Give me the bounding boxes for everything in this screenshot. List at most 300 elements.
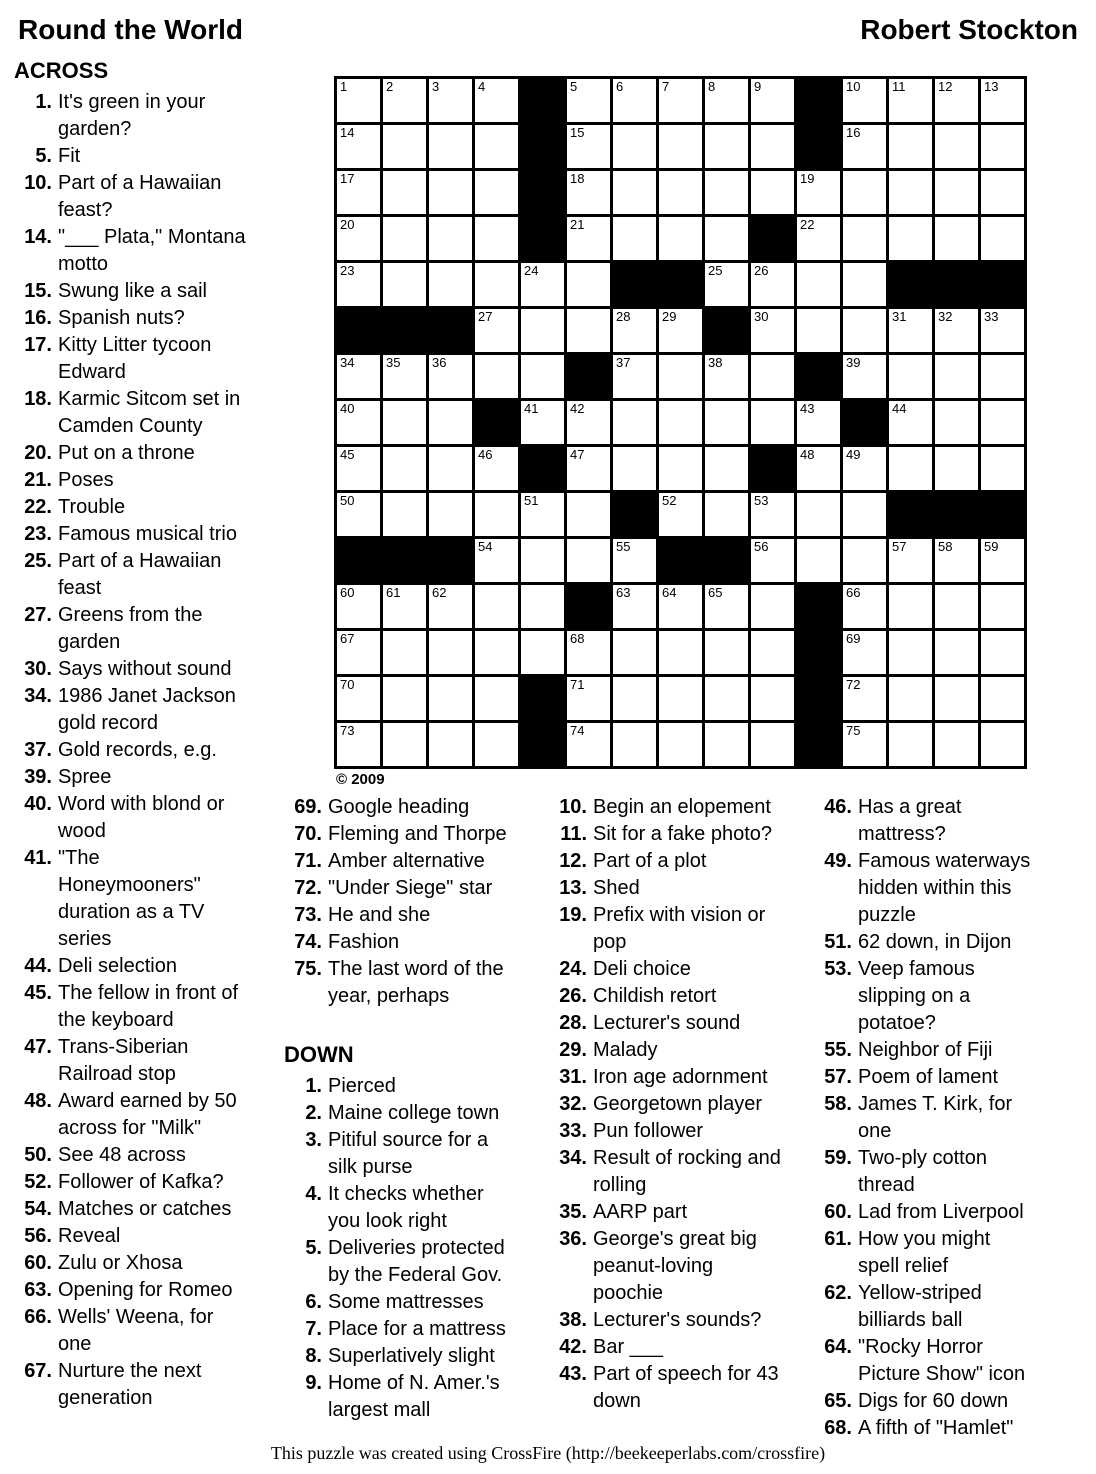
- grid-cell[interactable]: [567, 217, 610, 260]
- grid-cell[interactable]: [935, 539, 978, 582]
- cell-number: 72: [846, 677, 861, 692]
- grid-cell[interactable]: [337, 79, 380, 122]
- grid-cell[interactable]: [521, 539, 564, 582]
- clue-text: The fellow in front of the keyboard: [58, 982, 239, 1031]
- grid-cell[interactable]: [429, 631, 472, 674]
- grid-cell-black: [797, 631, 840, 674]
- grid-cell[interactable]: [751, 723, 794, 766]
- cell-number: 54: [478, 539, 493, 554]
- grid-cell[interactable]: [337, 447, 380, 490]
- clue-down-4: [284, 1181, 508, 1235]
- grid-cell[interactable]: [797, 401, 840, 444]
- grid-cell[interactable]: [567, 677, 610, 720]
- grid-cell-black: [981, 493, 1024, 536]
- clue-number: 45.: [24, 982, 52, 1004]
- grid-cell[interactable]: [935, 585, 978, 628]
- grid-cell[interactable]: [613, 631, 656, 674]
- grid-cell[interactable]: [567, 171, 610, 214]
- grid-cell[interactable]: [521, 631, 564, 674]
- grid-cell[interactable]: [659, 401, 702, 444]
- grid-cell[interactable]: [659, 631, 702, 674]
- grid-cell[interactable]: [613, 677, 656, 720]
- grid-cell-black: [521, 723, 564, 766]
- cell-number: 52: [662, 493, 677, 508]
- grid-cell[interactable]: [981, 677, 1024, 720]
- grid-cell-black: [475, 401, 518, 444]
- clue-text: Fashion: [328, 931, 400, 953]
- grid-cell[interactable]: [981, 355, 1024, 398]
- grid-cell[interactable]: [659, 677, 702, 720]
- clue-across-75: [284, 956, 508, 1010]
- grid-cell[interactable]: [843, 723, 886, 766]
- clue-number: 42.: [559, 1336, 587, 1358]
- grid-cell[interactable]: [659, 585, 702, 628]
- cell-number: 35: [386, 355, 401, 370]
- clue-text: Spree: [58, 766, 112, 788]
- grid-cell[interactable]: [337, 217, 380, 260]
- grid-cell[interactable]: [613, 309, 656, 352]
- grid-cell[interactable]: [843, 171, 886, 214]
- grid-cell[interactable]: [981, 217, 1024, 260]
- grid-cell-black: [521, 171, 564, 214]
- grid-cell[interactable]: [843, 79, 886, 122]
- grid-cell[interactable]: [935, 723, 978, 766]
- grid-cell[interactable]: [705, 79, 748, 122]
- grid-cell[interactable]: [705, 171, 748, 214]
- grid-cell[interactable]: [337, 677, 380, 720]
- grid-cell-black: [567, 585, 610, 628]
- grid-cell[interactable]: [475, 263, 518, 306]
- grid-cell[interactable]: [521, 263, 564, 306]
- clue-across-17: [14, 332, 246, 386]
- grid-cell[interactable]: [383, 401, 426, 444]
- grid-cell[interactable]: [843, 585, 886, 628]
- clue-text: Amber alternative: [328, 850, 485, 872]
- cell-number: 75: [846, 723, 861, 738]
- cell-number: 7: [662, 79, 670, 94]
- grid-cell[interactable]: [613, 217, 656, 260]
- clue-text: Place for a mattress: [328, 1318, 506, 1340]
- grid-cell[interactable]: [613, 447, 656, 490]
- grid-cell[interactable]: [843, 539, 886, 582]
- grid-cell[interactable]: [843, 263, 886, 306]
- grid-cell[interactable]: [337, 631, 380, 674]
- grid-cell[interactable]: [843, 355, 886, 398]
- clue-number: 22.: [24, 496, 52, 518]
- grid-cell[interactable]: [659, 493, 702, 536]
- grid-cell[interactable]: [659, 79, 702, 122]
- grid-cell[interactable]: [659, 723, 702, 766]
- grid-cell[interactable]: [889, 447, 932, 490]
- cell-number: 34: [340, 355, 355, 370]
- grid-cell[interactable]: [429, 677, 472, 720]
- grid-cell[interactable]: [889, 79, 932, 122]
- grid-cell[interactable]: [705, 493, 748, 536]
- down-clue-list-continued-2: [814, 794, 1033, 1442]
- grid-cell[interactable]: [751, 171, 794, 214]
- clue-number: 41.: [24, 847, 52, 869]
- clue-number: 75.: [294, 958, 322, 980]
- grid-cell[interactable]: [889, 677, 932, 720]
- grid-cell[interactable]: [429, 493, 472, 536]
- grid-cell[interactable]: [475, 309, 518, 352]
- grid-cell[interactable]: [383, 263, 426, 306]
- clue-text: James T. Kirk, for one: [858, 1093, 1013, 1142]
- grid-cell[interactable]: [475, 723, 518, 766]
- clue-text: Greens from the garden: [58, 604, 203, 653]
- grid-cell[interactable]: [705, 447, 748, 490]
- grid-cell[interactable]: [659, 447, 702, 490]
- grid-cell[interactable]: [843, 125, 886, 168]
- grid-cell[interactable]: [705, 677, 748, 720]
- clue-number: 4.: [305, 1183, 322, 1205]
- grid-cell[interactable]: [889, 355, 932, 398]
- clue-text: Two-ply cotton thread: [858, 1147, 987, 1196]
- grid-cell[interactable]: [567, 539, 610, 582]
- cell-number: 4: [478, 79, 486, 94]
- clue-across-72: [284, 875, 508, 902]
- grid-cell[interactable]: [797, 171, 840, 214]
- clue-down-31: [549, 1064, 785, 1091]
- grid-cell[interactable]: [613, 125, 656, 168]
- grid-cell[interactable]: [889, 217, 932, 260]
- grid-cell[interactable]: [751, 79, 794, 122]
- grid-cell[interactable]: [475, 447, 518, 490]
- grid-cell[interactable]: [889, 401, 932, 444]
- clue-down-3: [284, 1127, 508, 1181]
- grid-cell[interactable]: [843, 677, 886, 720]
- clue-across-47: [14, 1034, 246, 1088]
- grid-cell[interactable]: [981, 309, 1024, 352]
- grid-cell[interactable]: [383, 125, 426, 168]
- grid-cell[interactable]: [475, 493, 518, 536]
- clue-text: Part of a plot: [593, 850, 707, 872]
- clue-text: Google heading: [328, 796, 470, 818]
- grid-cell[interactable]: [935, 355, 978, 398]
- grid-cell[interactable]: [383, 447, 426, 490]
- grid-cell-black: [751, 217, 794, 260]
- grid-cell[interactable]: [383, 217, 426, 260]
- grid-cell[interactable]: [843, 447, 886, 490]
- grid-cell[interactable]: [889, 125, 932, 168]
- clue-text: Karmic Sitcom set in Camden County: [58, 388, 241, 437]
- clue-across-39: [14, 764, 246, 791]
- clue-text: Award earned by 50 across for "Milk": [58, 1090, 237, 1139]
- clue-number: 43.: [559, 1363, 587, 1385]
- cell-number: 45: [340, 447, 355, 462]
- grid-cell[interactable]: [751, 125, 794, 168]
- grid-cell[interactable]: [751, 631, 794, 674]
- grid-cell[interactable]: [567, 401, 610, 444]
- clue-text: Wells' Weena, for one: [58, 1306, 214, 1355]
- grid-cell[interactable]: [521, 355, 564, 398]
- grid-cell[interactable]: [889, 539, 932, 582]
- grid-cell[interactable]: [981, 125, 1024, 168]
- grid-cell[interactable]: [429, 217, 472, 260]
- cell-number: 63: [616, 585, 631, 600]
- clue-text: "Under Siege" star: [328, 877, 493, 899]
- cell-number: 37: [616, 355, 631, 370]
- grid-cell[interactable]: [981, 447, 1024, 490]
- clue-text: Lecturer's sound: [593, 1012, 741, 1034]
- grid-cell[interactable]: [935, 171, 978, 214]
- grid-cell-black: [429, 309, 472, 352]
- grid-cell[interactable]: [659, 125, 702, 168]
- grid-cell[interactable]: [613, 401, 656, 444]
- clue-across-54: [14, 1196, 246, 1223]
- clue-text: Famous waterways hidden within this puzzle: [858, 850, 1031, 926]
- grid-cell[interactable]: [429, 355, 472, 398]
- grid-cell[interactable]: [613, 585, 656, 628]
- grid-cell[interactable]: [797, 263, 840, 306]
- grid-cell[interactable]: [567, 723, 610, 766]
- grid-cell[interactable]: [751, 263, 794, 306]
- grid-cell[interactable]: [337, 171, 380, 214]
- grid-cell[interactable]: [521, 585, 564, 628]
- grid-cell[interactable]: [797, 539, 840, 582]
- grid-cell[interactable]: [613, 539, 656, 582]
- grid-cell[interactable]: [383, 493, 426, 536]
- grid-cell[interactable]: [383, 355, 426, 398]
- grid-cell[interactable]: [383, 723, 426, 766]
- grid-cell[interactable]: [521, 401, 564, 444]
- grid-cell[interactable]: [567, 631, 610, 674]
- grid-cell[interactable]: [383, 585, 426, 628]
- grid-cell[interactable]: [797, 493, 840, 536]
- clue-across-40: [14, 791, 246, 845]
- grid-cell[interactable]: [475, 125, 518, 168]
- grid-cell[interactable]: [567, 125, 610, 168]
- grid-cell[interactable]: [751, 539, 794, 582]
- grid-cell[interactable]: [981, 539, 1024, 582]
- grid-cell[interactable]: [567, 447, 610, 490]
- clue-number: 46.: [824, 796, 852, 818]
- grid-cell[interactable]: [659, 217, 702, 260]
- cell-number: 20: [340, 217, 355, 232]
- cell-number: 68: [570, 631, 585, 646]
- grid-cell[interactable]: [935, 125, 978, 168]
- grid-cell[interactable]: [429, 171, 472, 214]
- grid-cell[interactable]: [935, 217, 978, 260]
- clue-down-36: [549, 1226, 785, 1307]
- grid-cell[interactable]: [705, 585, 748, 628]
- grid-cell-black: [797, 79, 840, 122]
- grid-cell[interactable]: [843, 493, 886, 536]
- grid-cell[interactable]: [567, 493, 610, 536]
- grid-cell[interactable]: [383, 171, 426, 214]
- grid-cell[interactable]: [429, 263, 472, 306]
- cell-number: 38: [708, 355, 723, 370]
- clue-across-48: [14, 1088, 246, 1142]
- grid-cell[interactable]: [797, 217, 840, 260]
- grid-cell[interactable]: [981, 585, 1024, 628]
- grid-cell[interactable]: [935, 309, 978, 352]
- clue-number: 19.: [559, 904, 587, 926]
- cell-number: 47: [570, 447, 585, 462]
- grid-cell[interactable]: [613, 171, 656, 214]
- cell-number: 17: [340, 171, 355, 186]
- grid-cell[interactable]: [751, 585, 794, 628]
- clue-number: 31.: [559, 1066, 587, 1088]
- grid-cell[interactable]: [705, 263, 748, 306]
- grid-cell[interactable]: [567, 79, 610, 122]
- grid-cell[interactable]: [521, 309, 564, 352]
- clue-text: Home of N. Amer.'s largest mall: [328, 1372, 500, 1421]
- cell-number: 15: [570, 125, 585, 140]
- grid-cell-black: [797, 677, 840, 720]
- grid-cell-black: [705, 309, 748, 352]
- grid-cell[interactable]: [935, 677, 978, 720]
- clue-down-12: [549, 848, 785, 875]
- grid-cell[interactable]: [797, 309, 840, 352]
- grid-cell[interactable]: [429, 585, 472, 628]
- clue-number: 38.: [559, 1309, 587, 1331]
- grid-cell[interactable]: [475, 217, 518, 260]
- grid-cell[interactable]: [981, 631, 1024, 674]
- clue-down-24: [549, 956, 785, 983]
- grid-cell[interactable]: [429, 79, 472, 122]
- clue-number: 64.: [824, 1336, 852, 1358]
- clue-text: Prefix with vision or pop: [593, 904, 766, 953]
- grid-cell[interactable]: [981, 401, 1024, 444]
- grid-cell[interactable]: [843, 309, 886, 352]
- grid-cell[interactable]: [751, 401, 794, 444]
- clue-text: Word with blond or wood: [58, 793, 225, 842]
- grid-cell[interactable]: [889, 723, 932, 766]
- cell-number: 19: [800, 171, 815, 186]
- grid-cell[interactable]: [659, 355, 702, 398]
- clue-number: 8.: [305, 1345, 322, 1367]
- grid-cell[interactable]: [337, 723, 380, 766]
- clue-number: 12.: [559, 850, 587, 872]
- grid-cell[interactable]: [705, 631, 748, 674]
- grid-cell-black: [613, 263, 656, 306]
- clue-down-64: [814, 1334, 1033, 1388]
- cell-number: 23: [340, 263, 355, 278]
- grid-cell[interactable]: [475, 355, 518, 398]
- grid-cell[interactable]: [383, 79, 426, 122]
- grid-cell-black: [981, 263, 1024, 306]
- clue-text: Trouble: [58, 496, 126, 518]
- grid-cell[interactable]: [429, 723, 472, 766]
- grid-cell[interactable]: [705, 125, 748, 168]
- grid-cell[interactable]: [705, 355, 748, 398]
- grid-cell[interactable]: [383, 677, 426, 720]
- grid-cell[interactable]: [751, 355, 794, 398]
- grid-cell[interactable]: [613, 355, 656, 398]
- grid-cell[interactable]: [981, 171, 1024, 214]
- cell-number: 11: [892, 79, 906, 94]
- grid-cell[interactable]: [935, 631, 978, 674]
- grid-cell[interactable]: [337, 585, 380, 628]
- grid-cell[interactable]: [889, 585, 932, 628]
- clue-number: 52.: [24, 1171, 52, 1193]
- grid-cell[interactable]: [475, 539, 518, 582]
- grid-cell[interactable]: [337, 125, 380, 168]
- grid-cell[interactable]: [337, 493, 380, 536]
- grid-cell-black: [521, 217, 564, 260]
- grid-cell[interactable]: [935, 401, 978, 444]
- grid-cell[interactable]: [935, 79, 978, 122]
- grid-cell[interactable]: [475, 585, 518, 628]
- grid-cell[interactable]: [613, 723, 656, 766]
- grid-cell[interactable]: [843, 217, 886, 260]
- grid-cell[interactable]: [567, 309, 610, 352]
- clue-down-46: [814, 794, 1033, 848]
- grid-cell[interactable]: [705, 217, 748, 260]
- grid-cell[interactable]: [981, 79, 1024, 122]
- clue-text: It checks whether you look right: [328, 1183, 484, 1232]
- grid-cell[interactable]: [659, 171, 702, 214]
- cell-number: 74: [570, 723, 585, 738]
- grid-cell[interactable]: [889, 631, 932, 674]
- grid-cell-black: [613, 493, 656, 536]
- grid-cell[interactable]: [521, 493, 564, 536]
- grid-cell[interactable]: [705, 723, 748, 766]
- grid-cell[interactable]: [613, 79, 656, 122]
- grid-cell[interactable]: [935, 447, 978, 490]
- grid-cell[interactable]: [337, 263, 380, 306]
- clue-across-67: [14, 1358, 246, 1412]
- clue-text: George's great big peanut-loving poochie: [593, 1228, 757, 1304]
- grid-cell[interactable]: [475, 677, 518, 720]
- grid-cell-black: [935, 263, 978, 306]
- cell-number: 62: [432, 585, 447, 600]
- clue-number: 18.: [24, 388, 52, 410]
- clue-number: 33.: [559, 1120, 587, 1142]
- clue-across-50: [14, 1142, 246, 1169]
- clue-number: 48.: [24, 1090, 52, 1112]
- grid-cell[interactable]: [843, 631, 886, 674]
- grid-cell[interactable]: [751, 309, 794, 352]
- grid-cell[interactable]: [751, 677, 794, 720]
- clue-number: 6.: [305, 1291, 322, 1313]
- grid-cell[interactable]: [797, 447, 840, 490]
- grid-cell[interactable]: [383, 631, 426, 674]
- clue-across-37: [14, 737, 246, 764]
- grid-cell[interactable]: [889, 171, 932, 214]
- grid-cell[interactable]: [567, 263, 610, 306]
- grid-cell[interactable]: [429, 401, 472, 444]
- clue-text: AARP part: [593, 1201, 688, 1223]
- cell-number: 10: [846, 79, 861, 94]
- grid-cell[interactable]: [337, 401, 380, 444]
- grid-cell[interactable]: [429, 125, 472, 168]
- grid-cell[interactable]: [751, 493, 794, 536]
- clue-down-8: [284, 1343, 508, 1370]
- grid-cell[interactable]: [475, 171, 518, 214]
- grid-cell[interactable]: [981, 723, 1024, 766]
- clue-down-65: [814, 1388, 1033, 1415]
- clue-down-55: [814, 1037, 1033, 1064]
- grid-cell[interactable]: [659, 309, 702, 352]
- clue-text: Nurture the next generation: [58, 1360, 202, 1409]
- grid-cell[interactable]: [475, 631, 518, 674]
- grid-cell[interactable]: [475, 79, 518, 122]
- cell-number: 16: [846, 125, 861, 140]
- clue-number: 65.: [824, 1390, 852, 1412]
- clue-across-60: [14, 1250, 246, 1277]
- grid-cell[interactable]: [429, 447, 472, 490]
- grid-cell-black: [797, 585, 840, 628]
- clue-across-23: [14, 521, 246, 548]
- clue-down-51: [814, 929, 1033, 956]
- clue-down-29: [549, 1037, 785, 1064]
- grid-cell[interactable]: [889, 309, 932, 352]
- grid-cell[interactable]: [337, 355, 380, 398]
- grid-cell[interactable]: [705, 401, 748, 444]
- clue-down-7: [284, 1316, 508, 1343]
